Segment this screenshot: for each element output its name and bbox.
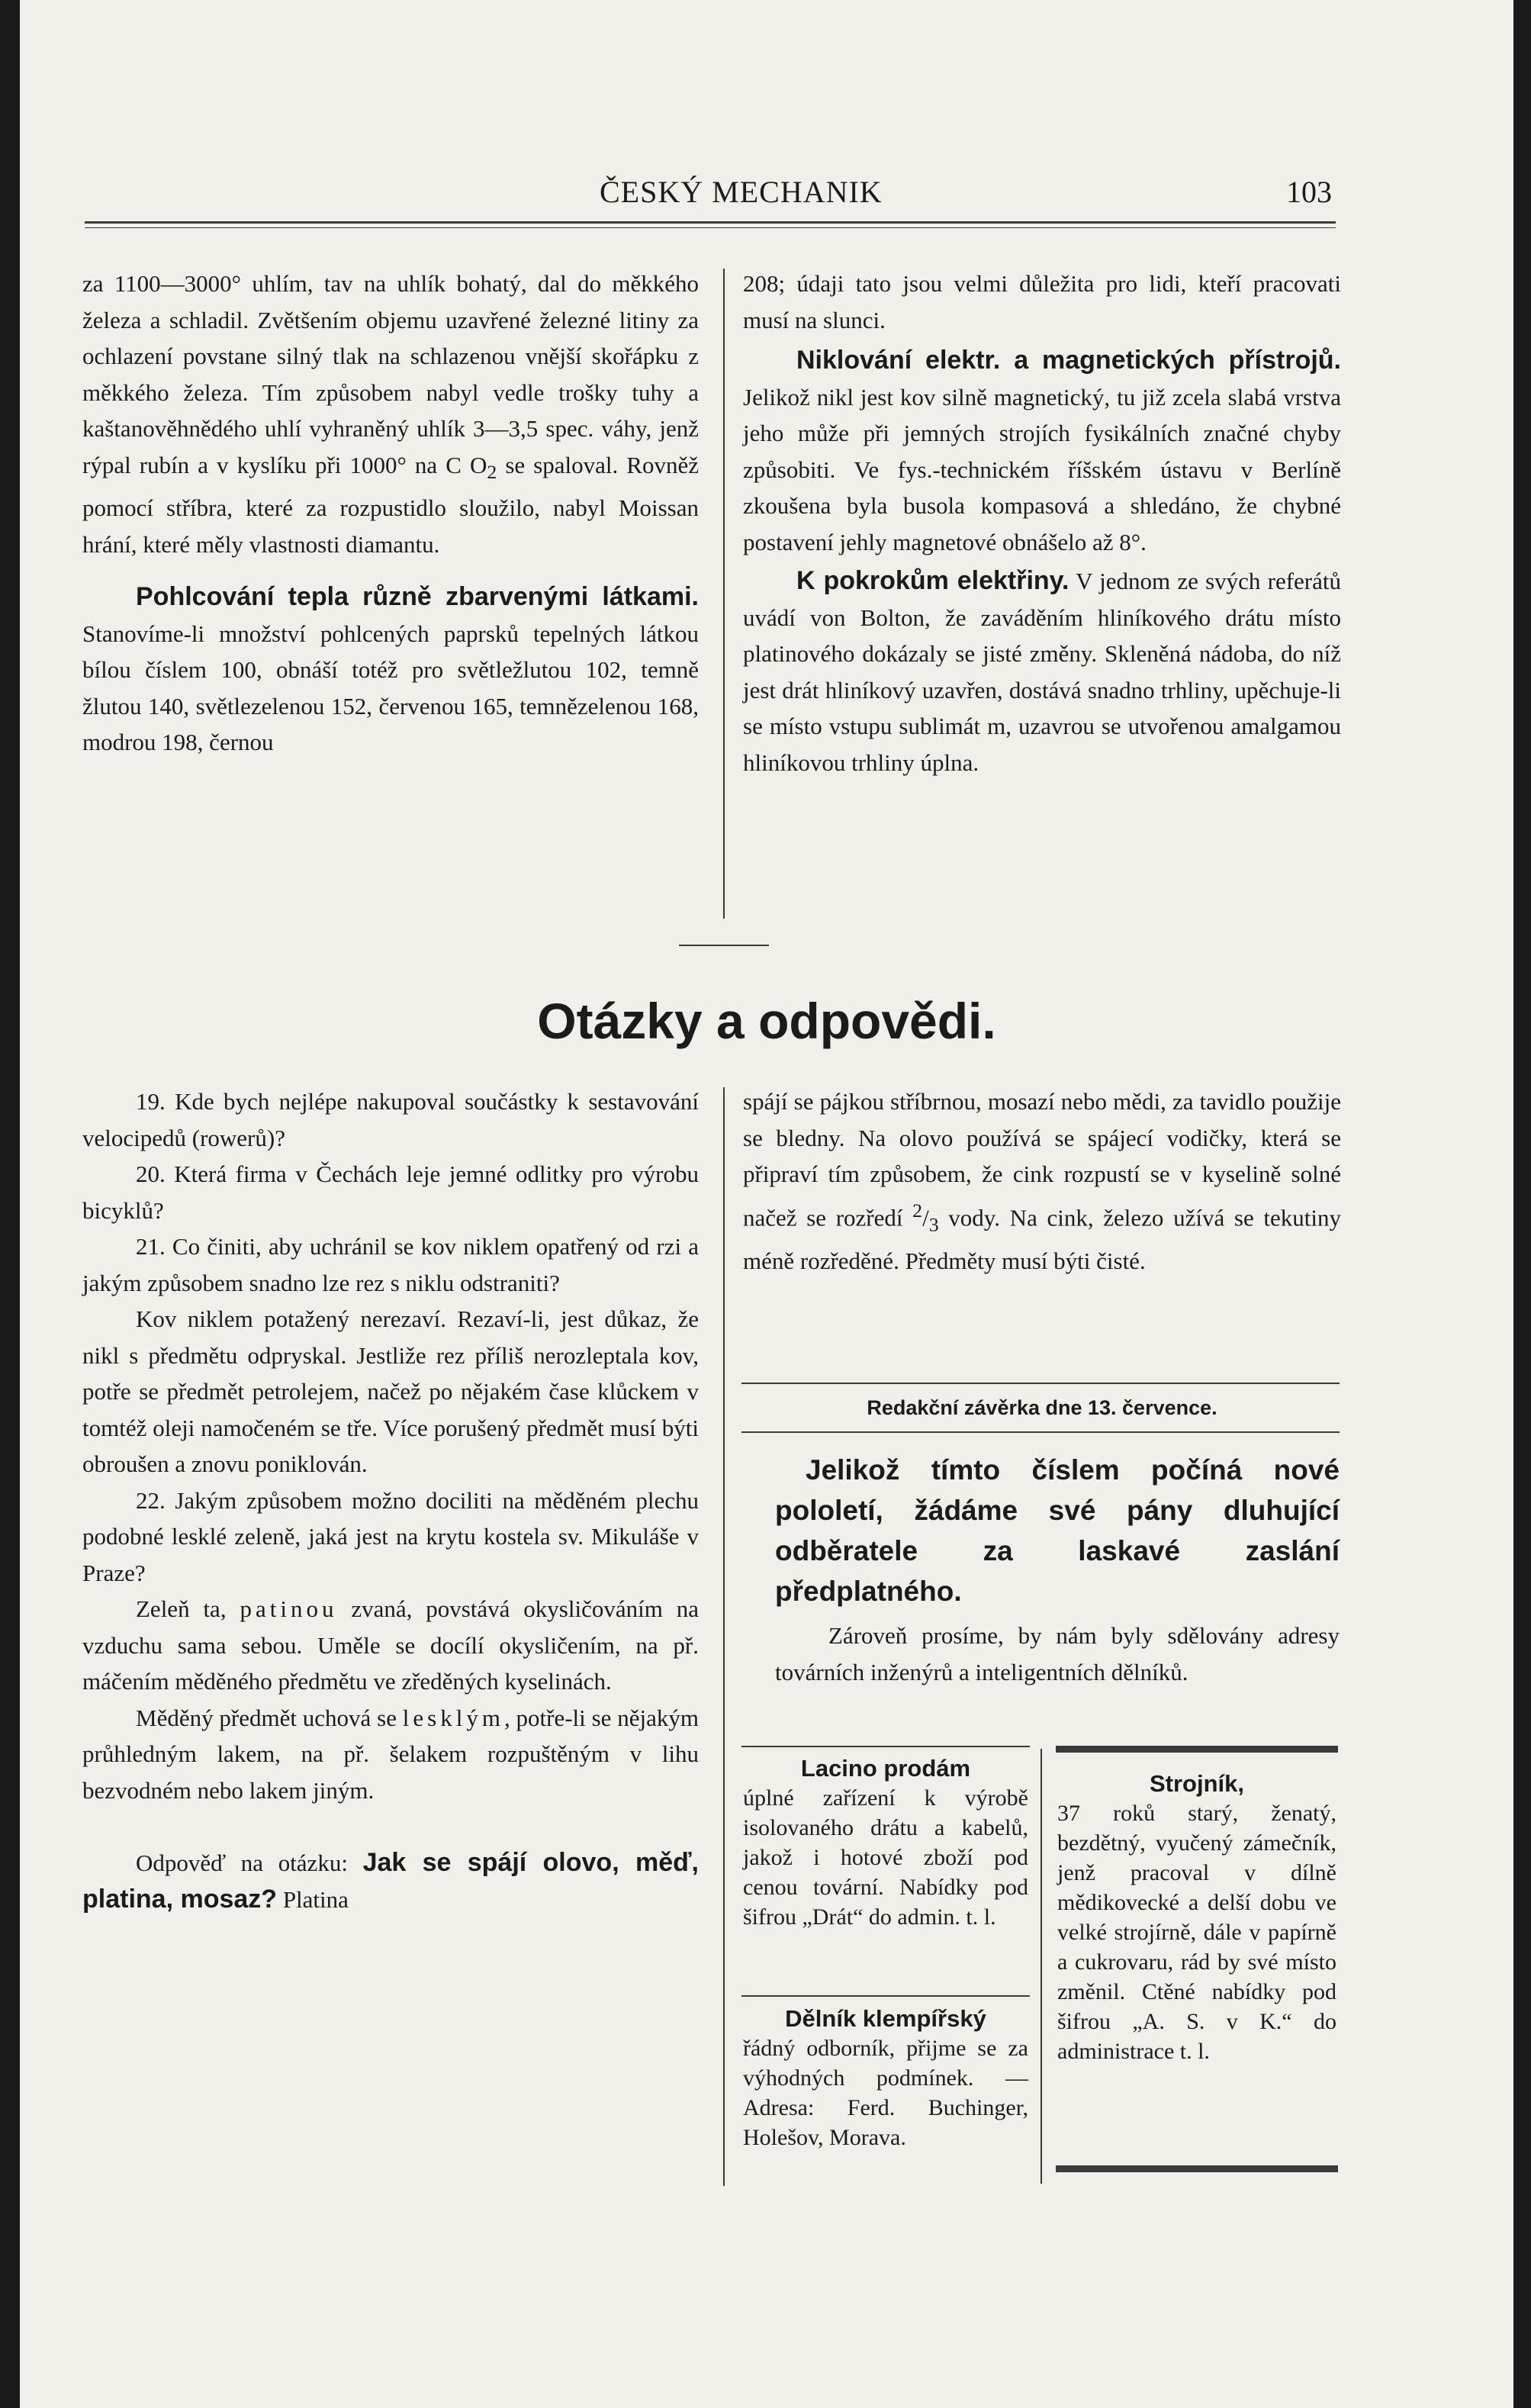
answer-21: Kov niklem potažený nerezaví. Rezaví-li, jest důkaz, že nikl s předmětu odpryskal. Jestliže rez příliš nerozleptala kov, potře se předmět petrolejem, načež po nějakém čase klůckem v tomtéž oleji namočeném se tře. Více porušený předmět musí býti obroušen a znovu poniklován.: [82, 1305, 699, 1477]
column-divider-bottom: [723, 1087, 725, 2186]
qa-left-column: [82, 1083, 699, 1917]
answer-solder-question: Odpověď na otázku: Jak se spájí olovo, měď, platina, mosaz? Platina: [82, 1848, 699, 1914]
section-title: Otázky a odpovědi.: [537, 993, 996, 1049]
question-19: 19. Kde bych nejlépe nakupoval součástky k sestavování velocipedů (rowerů)?: [82, 1088, 699, 1151]
ad-tinsmith-title: Dělník klempířský: [785, 2005, 986, 2032]
section-short-rule: [679, 945, 769, 946]
ad-machinist-text: 37 roků starý, ženatý, bezdětný, vyučený zámečník, jenž pracoval v dílně mědikovecké a delší dobu ve velké strojírně, dále v papírně a cukrovaru, rád by své místo změnil. Ctěné nabídky pod šifrou „A. S. v K.“ do administrace t. l.: [1057, 1801, 1336, 2064]
answer-22-lacquer: Měděný předmět uchová se lesklým, potře-li se nějakým průhledným lakem, na př. šelakem rozpuštěným v lihu bezvodném nebo lakem jiným.: [82, 1704, 700, 1804]
closing-rule: [741, 1383, 1340, 1384]
column-divider-top: [723, 269, 725, 919]
answer-solder-continuation: spájí se pájkou stříbrnou, mosazí nebo mědi, za tavidlo použije se bledny. Na olovo používá se spájecí vodičky, která se připraví tím způsobem, že cink rozpustí se v kyselině solné načež se rozředí $^2/_3$ vody. Na cink, železo užívá se tekutiny méně rozředěné. Předměty musí býti čisté.: [743, 1088, 1341, 1274]
question-22: 22. Jakým způsobem možno dociliti na měděném plechu podobné lesklé zeleně, jaká jest na krytu kostela sv. Mikuláše v Praze?: [82, 1486, 699, 1586]
ad-divider: [741, 1995, 1030, 1997]
article-heat-absorption: Pohlcování tepla různě zbarvenými látkami. Stanovíme-li množství pohlcených paprsků tepelných látkou bílou číslem 100, obnáší totéž pro světležlutou 102, temně žlutou 140, světlezelenou 152, červenou 165, temnězelenou 168, modrou 198, černou: [82, 582, 699, 756]
header-rule: [85, 221, 1336, 224]
question-21: 21. Co činiti, aby uchránil se kov niklem opatřený od rzi a jakým způsobem snadno lze rez s niklu odstraniti?: [82, 1233, 699, 1296]
article-continuation: 208; údaji tato jsou velmi důležita pro lidi, kteří pracovati musí na slunci.: [743, 270, 1341, 333]
heading-electricity-progress: K pokrokům elektřiny.: [796, 566, 1069, 595]
article-diamond-paragraph: za 1100—3000° uhlím, tav na uhlík bohatý, dal do měkkého železa a schladil. Zvětšením objemu uzavřené železné litiny za ochlazení povstane silný tlak na schlazenou vnější skořápku z měkkého železa. Tím způsobem nabyl vedle trošky tuhy a kaštanověhnědého uhlí vyhraněný uhlík 3—3,5 spec. váhy, jenž rýpal rubín a v kyslíku při 1000° na C $O_2$ se spaloval. Rovněž pomocí stříbra, které za rozpustidlo sloužilo, nabyl Moissan hrání, které měly vlastnosti diamantu.: [82, 270, 700, 558]
ad-machinist-title: Strojník,: [1149, 1770, 1244, 1797]
subscription-notice: [775, 1450, 1340, 1690]
ad-cheap-sale-text: úplné zařízení k výrobě isolovaného drátu a kabelů, jakož i hotové zboží pod cenou tovární. Nabídky pod šifrou „Drát“ do admin. t. l.: [743, 1785, 1028, 1930]
page-header: [88, 174, 1332, 220]
answer-22: Zeleň ta, patinou zvaná, povstává okysličováním na vzduchu sama sebou. Uměle se docílí okysličením, na př. máčením měděného předmětu ve zředěných kyselinách.: [82, 1595, 699, 1695]
notice-text: Zároveň prosíme, by nám byly sdělovány adresy továrních inženýrů a inteligentních dělníků.: [775, 1622, 1340, 1685]
ad-cheap-sale: [743, 1753, 1028, 1932]
editorial-closing: Redakční závěrka dne 13. července.: [867, 1396, 1217, 1419]
header-rule-thin: [85, 227, 1336, 228]
notice-heading: Jelikož tímto číslem počíná nové pololetí, žádáme své pány dluhující odběratele za laskavé zaslání předplatného.: [775, 1454, 1340, 1607]
article-electricity-progress: K pokrokům elektřiny. V jednom ze svých referátů uvádí von Bolton, že zaváděním hliníkového drátu místo platinového dokázaly se jisté změny. Skleněná nádoba, do níž jest drát hliníkový uzavřen, dostává snadno trhliny, upěchuje-li se místo vstupu sublimát m, uzavrou se utvořenou amalgamou hliníkovou trhliny úplna.: [743, 566, 1341, 776]
heading-heat-absorption: Pohlcování tepla různě zbarvenými látkami.: [136, 582, 699, 612]
ad-machinist-bottom-bar: [1056, 2165, 1338, 2172]
top-left-column: [82, 266, 699, 761]
solder-question-heading: Jak se spájí olovo, měď, platina, mosaz?: [82, 1848, 699, 1914]
ad-cheap-sale-title: Lacino prodám: [800, 1755, 971, 1782]
ad-machinist-top-bar: [1056, 1746, 1338, 1753]
heading-nickel-plating: Niklování elektr. a magnetických přístrojů.: [796, 346, 1341, 375]
journal-title: ČESKÝ MECHANIK: [600, 175, 883, 209]
top-right-column: [743, 266, 1341, 781]
ad-box-left-top-rule: [741, 1746, 1030, 1747]
ad-tinsmith-text: řádný odborník, přijme se za výhodných podmínek. — Adresa: Ferd. Buchinger, Holešov, Morava.: [743, 2036, 1028, 2150]
article-nickel-plating: Niklování elektr. a magnetických přístrojů. Jelikož nikl jest kov silně magnetický, tu již zcela slabá vrstva jeho může při jemných strojích fysikálních značné chyby způsobiti. Ve fys.-technickém říšském ústavu v Berlíně zkoušena byla busola kompasová a shledáno, že chybné postavení jehly magnetové obnášelo až 8°.: [743, 346, 1341, 555]
ad-machinist: [1057, 1769, 1336, 2066]
ad-vertical-divider: [1041, 1749, 1042, 2184]
ad-tinsmith: [743, 2004, 1028, 2152]
closing-rule-bottom: [741, 1431, 1340, 1433]
qa-right-column: [743, 1083, 1341, 1279]
question-20: 20. Která firma v Čechách leje jemné odlitky pro výrobu bicyklů?: [82, 1161, 699, 1224]
page-number: 103: [1286, 175, 1332, 209]
newspaper-page: [20, 0, 1513, 2408]
